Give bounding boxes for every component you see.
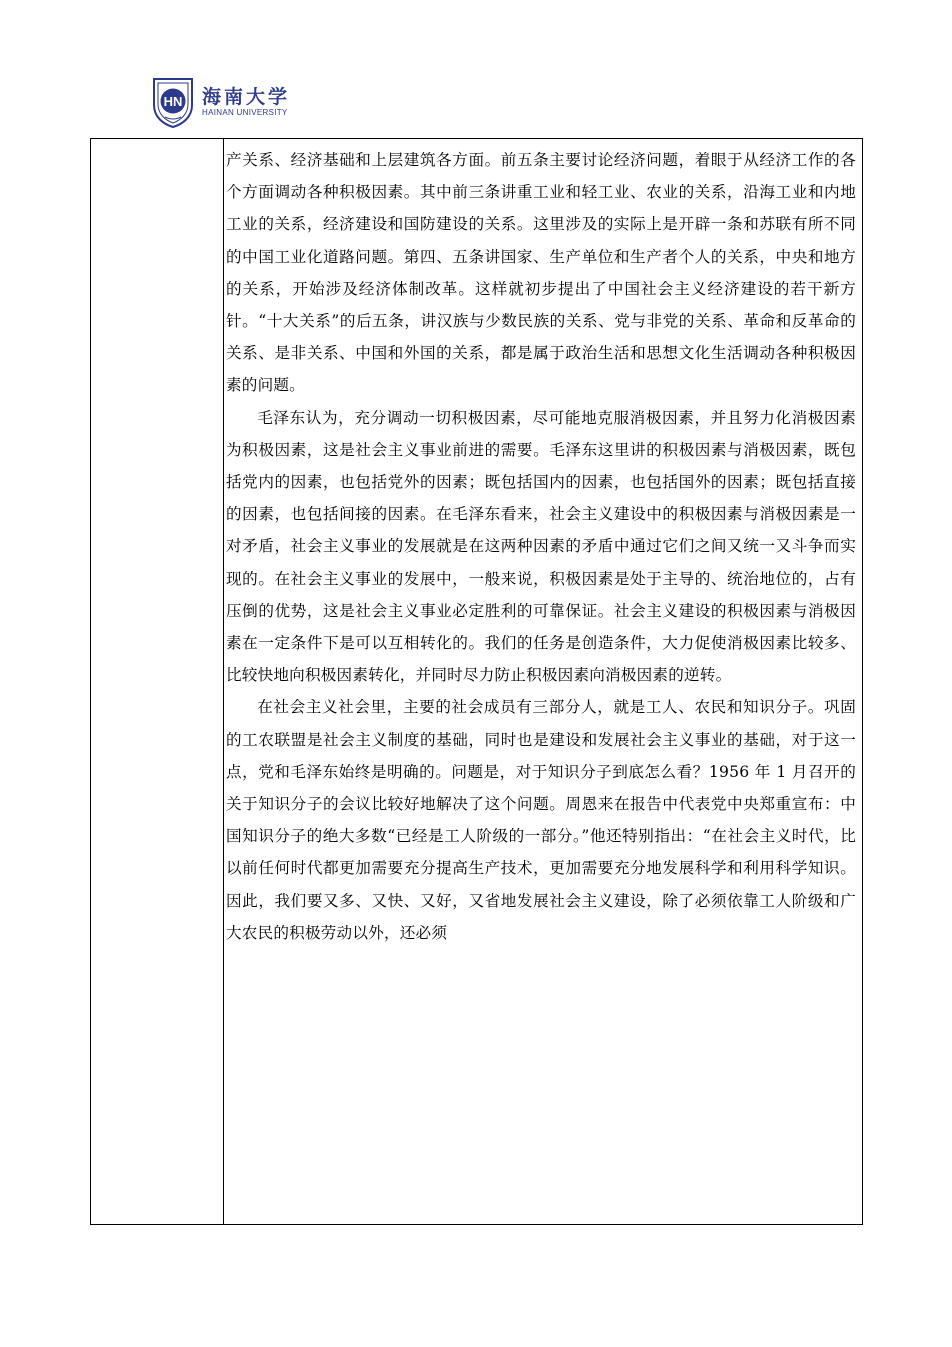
table-right-cell: [226, 139, 856, 1224]
logo-chinese-name: 海南大学: [202, 86, 291, 108]
page-header: [148, 72, 290, 132]
paragraph: 毛泽东认为，充分调动一切积极因素，尽可能地克服消极因素，并且努力化消极因素为积极因素，这是社会主义事业前进的需要。毛泽东这里讲的积极因素与消极因素，既包括党内的因素，也包括党外的因素；既包括国内的因素，也包括国外的因素；既包括直接的因素，也包括间接的因素。在毛泽东看来，社会主义建设中的积极因素与消极因素是一对矛盾，社会主义事业的发展就是在这两种因素的矛盾中通过它们之间又统一又斗争而实现的。在社会主义事业的发展中，一般来说，积极因素是处于主导的、统治地位的，占有压倒的优势，这是社会主义事业必定胜利的可靠保证。社会主义建设的积极因素与消极因素在一定条件下是可以互相转化的。我们的任务是创造条件，大力促使消极因素比较多、比较快地向积极因素转化，并同时尽力防止积极因素向消极因素的逆转。: [226, 408, 856, 685]
paragraph: 产关系、经济基础和上层建筑各方面。前五条主要讨论经济问题，着眼于从经济工作的各个方面调动各种积极因素。其中前三条讲重工业和轻工业、农业的关系，沿海工业和内地工业的关系，经济建设和国防建设的关系。这里涉及的实际上是开辟一条和苏联有所不同的中国工业化道路问题。第四、五条讲国家、生产单位和生产者个人的关系，中央和地方的关系，开始涉及经济体制改革。这样就初步提出了中国社会主义经济建设的若干新方针。“十大关系”的后五条，讲汉族与少数民族的关系、党与非党的关系、革命和反革命的关系、是非关系、中国和外国的关系，都是属于政治生活和思想文化生活调动各种积极因素的问题。: [226, 151, 856, 395]
university-seal-icon: [148, 75, 198, 129]
content-table: [90, 138, 863, 1225]
logo-english-name: HAINAN UNIVERSITY: [202, 108, 288, 117]
paragraph: 在社会主义社会里，主要的社会成员有三部分人，就是工人、农民和知识分子。巩固的工农联盟是社会主义制度的基础，同时也是建设和发展社会主义事业的基础，对于这一点，党和毛泽东始终是明确的。问题是，对于知识分子到底怎么看？1956 年 1 月召开的关于知识分子的会议比较好地解决了这个问题。周恩来在报告中代表党中央郑重宣布：中国知识分子的绝大多数“已经是工人阶级的一部分。”他还特别指出：“在社会主义时代，比以前任何时代都更加需要充分提高生产技术，更加需要充分地发展科学和利用科学知识。因此，我们要又多、又快、又好，又省地发展社会主义建设，除了必须依靠工人阶级和广大农民的积极劳动以外，还必须: [226, 698, 856, 942]
svg-text:HN: HN: [163, 94, 183, 109]
table-left-cell: [91, 139, 224, 1224]
logo-wordmark: [202, 86, 290, 118]
